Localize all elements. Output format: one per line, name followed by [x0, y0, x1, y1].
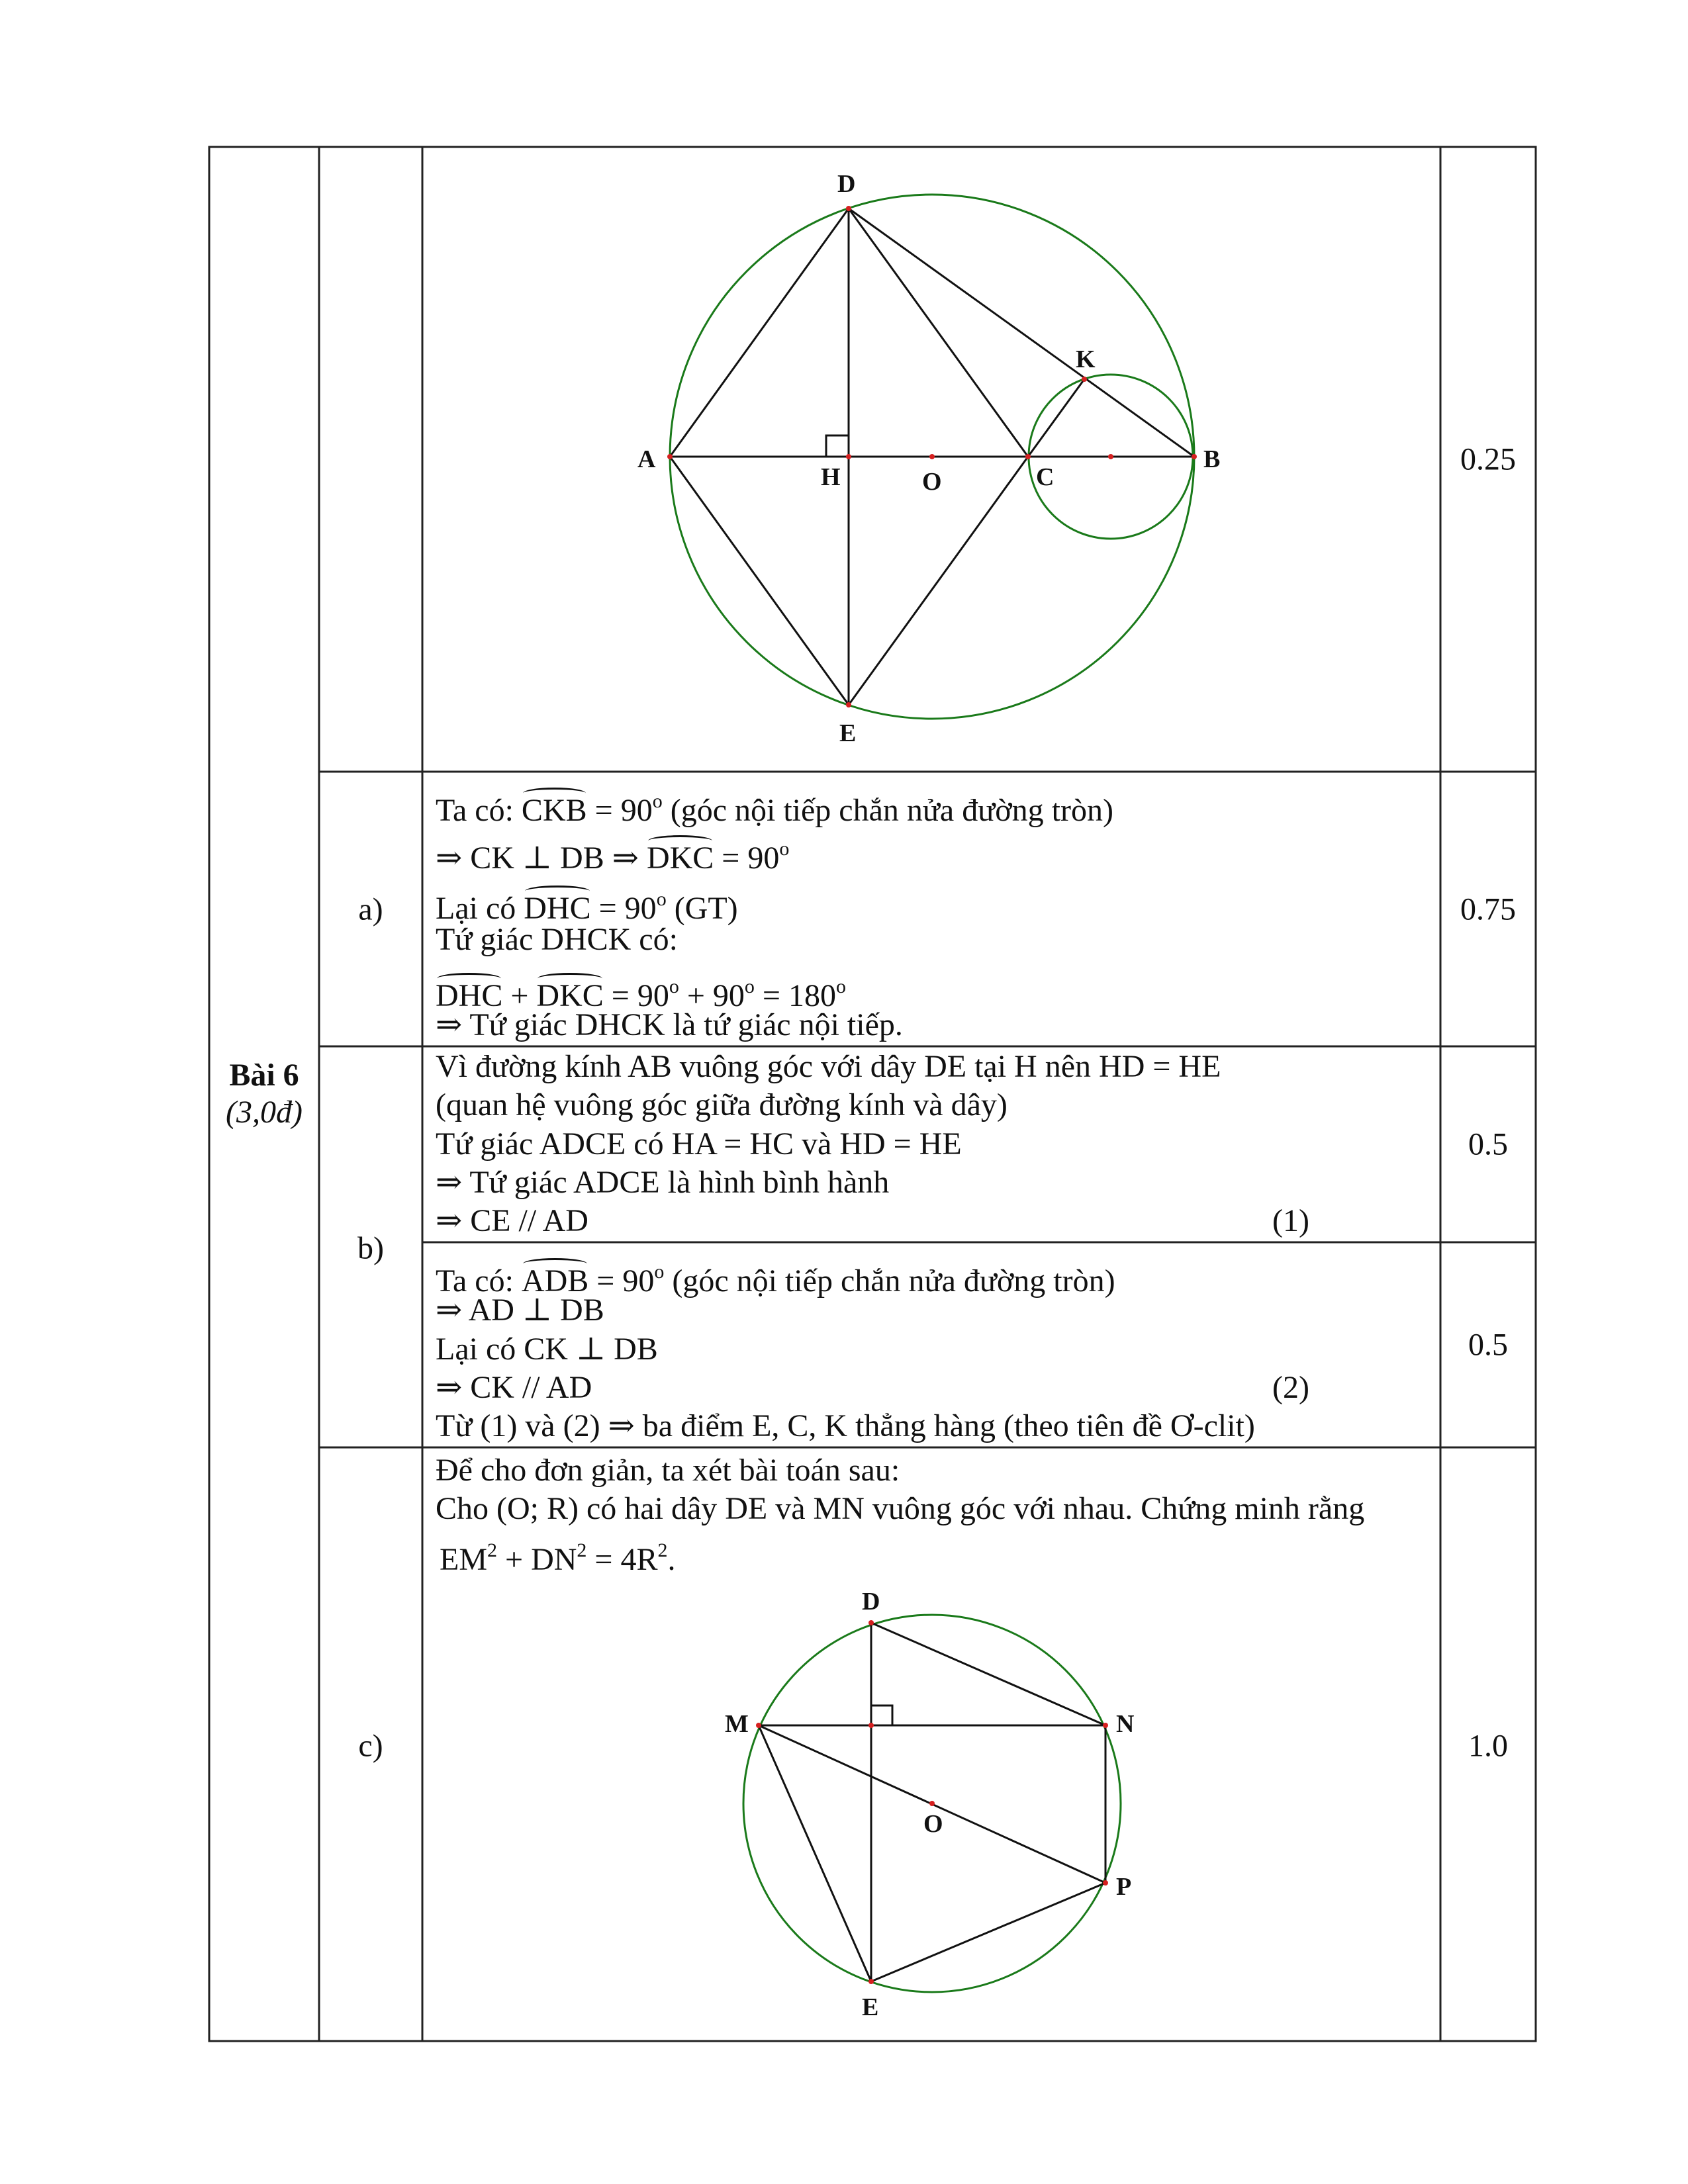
score-figure: 0.25 — [1460, 441, 1516, 477]
b1-tag: (1) — [1272, 1203, 1309, 1238]
label-k: K — [1076, 345, 1096, 373]
part-c-label: c) — [358, 1728, 383, 1764]
figure-2-diagram — [0, 1447, 1688, 2043]
label-m: M — [725, 1710, 749, 1738]
label-e-2: E — [862, 1993, 879, 2021]
right-angle-h — [826, 435, 849, 457]
b1-line-5: ⇒ CE // AD — [436, 1203, 588, 1238]
b1-line-3: Tứ giác ADCE có HA = HC và HD = HE — [436, 1126, 962, 1161]
b2-line-2: ⇒ AD ⊥ DB — [436, 1293, 604, 1328]
b2-line-1: Ta có: ADB = $90^o$ (góc nội tiếp chắn nửa đường tròn) — [436, 1253, 1115, 1300]
problem-title: Bài 6 — [229, 1058, 299, 1093]
segment-ad — [670, 208, 849, 457]
b1-line-2: (quan hệ vuông góc giữa đường kính và dây) — [436, 1087, 1008, 1122]
a-line-6: ⇒ Tứ giác DHCK là tứ giác nội tiếp. — [436, 1007, 903, 1042]
b1-line-4: ⇒ Tứ giác ADCE là hình bình hành — [436, 1165, 890, 1200]
b2-line-4: ⇒ CK // AD — [436, 1370, 592, 1405]
part-b-label: b) — [357, 1230, 384, 1266]
label-b: B — [1203, 445, 1221, 473]
score-b1: 0.5 — [1468, 1126, 1508, 1162]
score-b2: 0.5 — [1468, 1327, 1508, 1363]
label-o: O — [922, 468, 942, 496]
segment-ae — [670, 457, 849, 705]
a-line-2: ⇒ CK ⊥ DB ⇒ DKC = $90^o$ — [436, 830, 789, 878]
b2-tag: (2) — [1272, 1370, 1309, 1405]
segment-dc — [849, 208, 1028, 457]
label-a: A — [637, 445, 656, 473]
label-c: C — [1036, 463, 1055, 491]
label-p: P — [1116, 1873, 1132, 1901]
right-angle-2 — [871, 1706, 892, 1725]
label-e: E — [839, 719, 857, 747]
segment-ck — [1028, 379, 1084, 457]
b1-line-1: Vì đường kính AB vuông góc với dây DE tại H nên HD = HE — [436, 1049, 1221, 1084]
segment-me — [759, 1725, 871, 1981]
c-line-3: $EM^2 + DN^2 = 4R^2$. — [440, 1539, 676, 1577]
label-n: N — [1116, 1710, 1135, 1738]
segment-db — [849, 208, 1194, 457]
score-a: 0.75 — [1460, 891, 1516, 927]
b2-line-3: Lại có CK ⊥ DB — [436, 1332, 658, 1367]
label-d-2: D — [862, 1588, 880, 1615]
label-h: H — [821, 463, 841, 491]
a-line-3: Lại có DHC = $90^o$ (GT) — [436, 880, 738, 928]
c-line-1: Để cho đơn giản, ta xét bài toán sau: — [436, 1453, 900, 1488]
part-a-label: a) — [358, 891, 383, 927]
b2-line-5: Từ (1) và (2) ⇒ ba điểm E, C, K thẳng hàng (theo tiên đề Ơ-clit) — [436, 1408, 1255, 1443]
c-line-2: Cho (O; R) có hai dây DE và MN vuông góc với nhau. Chứng minh rằng — [436, 1491, 1365, 1526]
figure-1-diagram — [0, 0, 1688, 772]
score-c: 1.0 — [1468, 1728, 1508, 1764]
a-line-4: Tứ giác DHCK có: — [436, 922, 678, 957]
a-line-1: Ta có: CKB = $90^o$ (góc nội tiếp chắn nửa đường tròn) — [436, 782, 1113, 830]
label-d: D — [837, 170, 856, 198]
label-o-2: O — [923, 1810, 943, 1838]
problem-points: (3,0đ) — [226, 1095, 303, 1130]
problem-label — [226, 1057, 303, 1131]
a-line-5: DHC + DKC = $90^o + 90^o = 180^o$ — [436, 968, 846, 1015]
